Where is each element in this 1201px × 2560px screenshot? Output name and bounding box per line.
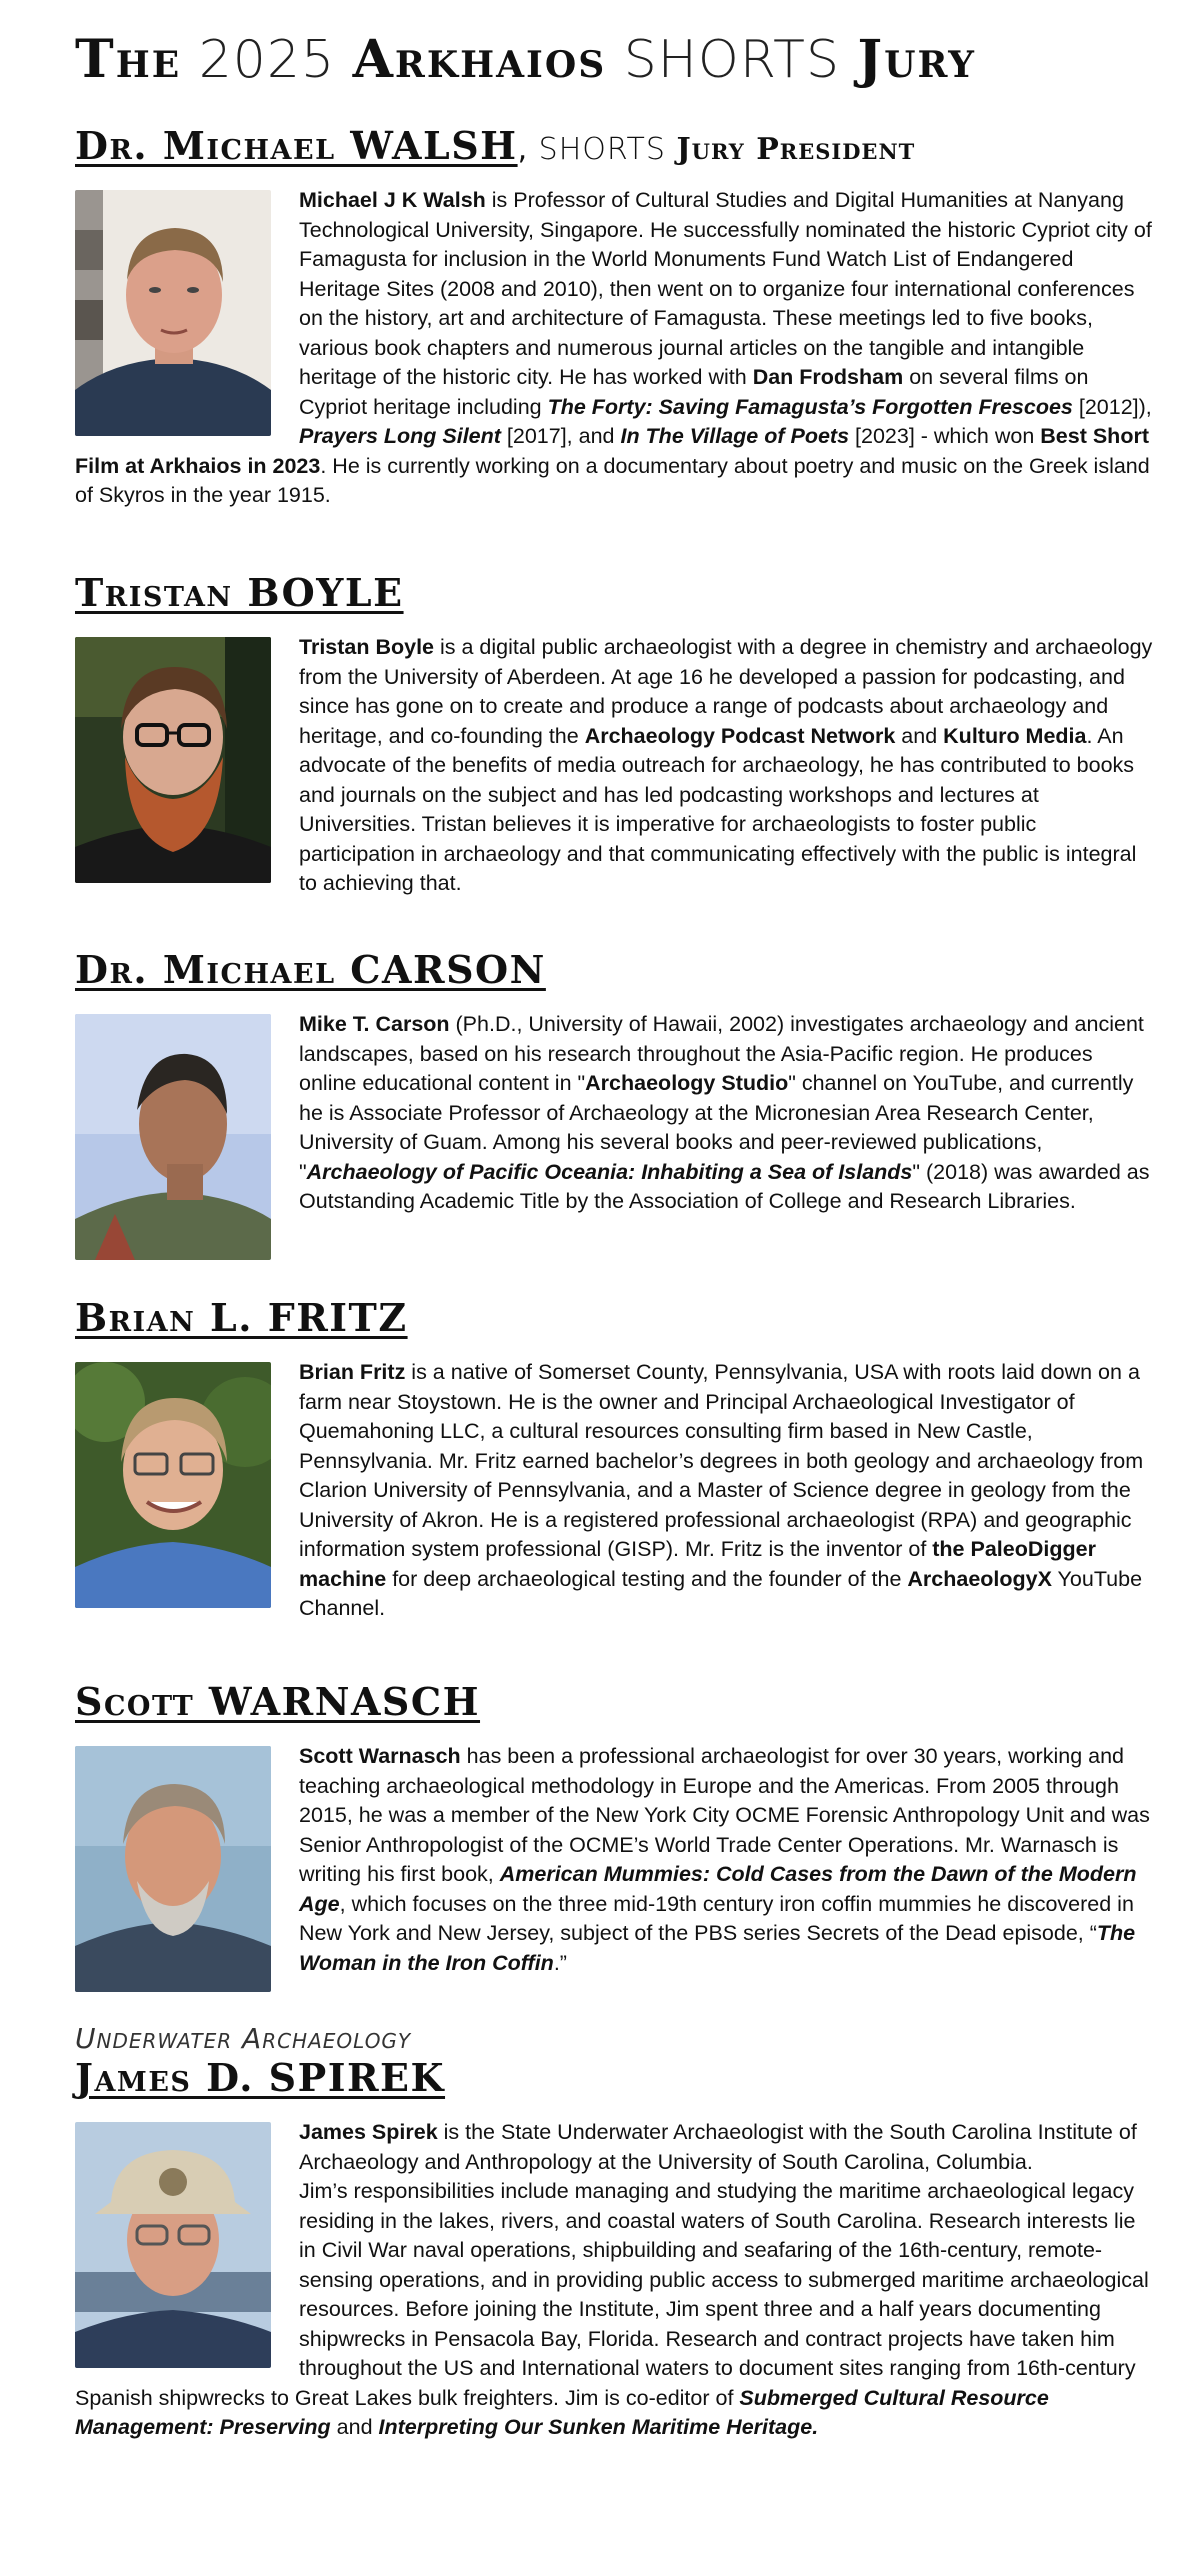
- juror-heading: [75, 1296, 1155, 1348]
- juror-heading: [75, 124, 1155, 176]
- juror-photo: [75, 1746, 271, 1992]
- juror-photo: [75, 2122, 271, 2368]
- juror-boyle: [75, 571, 1155, 899]
- title-year: 2025: [198, 30, 336, 90]
- juror-bio: James Spirek is the State Underwater Archaeologist with the South Carolina Institute of Archaeology and Anthropology at the University of South Carolina, Columbia. Jim’s responsibilities include managing and studying the maritime archaeological legacy residing in the lakes, rivers, and coastal waters of South Carolina. Research interests lie in Civil War naval operations, shipbuilding and seafaring of the 16th-century, remote-sensing operations, and in providing public access to submerged maritime archaeological resources. Before joining the Institute, Jim spent three and a half years documenting shipwrecks in Pensacola Bay, Florida. Research and contract projects have taken him throughout the US and International waters to document sites ranging from 16th-century Spanish shipwrecks to Great Lakes bulk freighters. Jim is co-editor of Submerged Cultural Resource Management: Preserving and Interpreting Our Sunken Maritime Heritage.: [75, 2120, 1149, 2439]
- juror-warnasch: [75, 1680, 1155, 1998]
- juror-photo: [75, 190, 271, 436]
- juror-bio: Brian Fritz is a native of Somerset County, Pennsylvania, USA with roots laid down on a farm near Stoystown. He is the owner and Principal Archaeological Investigator of Quemahoning LLC, a cultural resources consulting firm based in New Castle, Pennsylvania. Mr. Fritz earned bachelor’s degrees in both geology and archaeology from Clarion University of Pennsylvania, and a Master of Science degree in geology from the University of Akron. He is a registered professional archaeologist (RPA) and geographic information system professional (GISP). Mr. Fritz is the inventor of the PaleoDigger machine for deep archaeological testing and the founder of the ArchaeologyX YouTube Channel.: [299, 1360, 1144, 1620]
- juror-heading: [75, 2056, 1155, 2108]
- page-title: [75, 28, 976, 92]
- juror-heading: [75, 948, 1155, 1000]
- juror-bio: Scott Warnasch has been a professional archaeologist for over 30 years, working and teaching archaeological methodology in Europe and the Americas. From 2005 through 2015, he was a member of the New York City OCME Forensic Anthropology Unit and was Senior Anthropologist of the OCME’s World Trade Center Operations. Mr. Warnasch is writing his first book, American Mummies: Cold Cases from the Dawn of the Modern Age, which focuses on the three mid-19th century iron coffin mummies he discovered in New York and New Jersey, subject of the PBS series Secrets of the Dead episode, “The Woman in the Iron Coffin.”: [299, 1744, 1150, 1975]
- category-label: Underwater Archaeology: [75, 2022, 412, 2055]
- juror-photo: [75, 1362, 271, 1608]
- juror-bio: Mike T. Carson (Ph.D., University of Hawaii, 2002) investigates archaeology and ancient landscapes, based on his research throughout the Asia-Pacific region. He produces online educational content in "Archaeology Studio" channel on YouTube, and currently he is Associate Professor of Archaeology at the Micronesian Area Research Center, University of Guam. Among his several books and peer-reviewed publications, "Archaeology of Pacific Oceania: Inhabiting a Sea of Islands" (2018) was awarded as Outstanding Academic Title by the Association of College and Research Libraries.: [299, 1012, 1150, 1213]
- juror-name: Tristan BOYLE: [75, 570, 404, 615]
- juror-bio-block: [75, 1358, 1155, 1624]
- juror-heading: [75, 571, 1155, 623]
- juror-carson: [75, 948, 1155, 1266]
- juror-name: Scott WARNASCH: [75, 1679, 481, 1724]
- title-jury: Jury: [857, 29, 977, 90]
- juror-role: , SHORTS Jury President: [517, 132, 916, 167]
- juror-bio-block: [75, 186, 1155, 511]
- juror-bio-block: [75, 2118, 1155, 2443]
- juror-bio-block: [75, 633, 1155, 899]
- juror-spirek: [75, 2022, 1155, 2443]
- title-arkhaios: Arkhaios: [352, 29, 607, 90]
- juror-name: James D. SPIREK: [75, 2055, 446, 2100]
- juror-bio-block: [75, 1742, 1155, 1998]
- title-the: The: [75, 29, 182, 90]
- juror-name: Dr. Michael WALSH: [75, 123, 518, 168]
- juror-photo: [75, 637, 271, 883]
- juror-bio: Michael J K Walsh is Professor of Cultural Studies and Digital Humanities at Nanyang Technological University, Singapore. He successfully nominated the historic Cypriot city of Famagusta for inclusion in the World Monuments Fund Watch List of Endangered Heritage Sites (2008 and 2010), then went on to organize four international conferences on the history, art and architecture of Famagusta. These meetings led to five books, various book chapters and numerous journal articles on the tangible and intangible heritage of the historic city. He has worked with Dan Frodsham on several films on Cypriot heritage including The Forty: Saving Famagusta’s Forgotten Frescoes [2012]), Prayers Long Silent [2017], and In The Village of Poets [2023] - which won Best Short Film at Arkhaios in 2023. He is currently working on a documentary about poetry and music on the Greek island of Skyros in the year 1915.: [75, 188, 1152, 507]
- juror-name: Brian L. FRITZ: [75, 1295, 408, 1340]
- juror-name: Dr. Michael CARSON: [75, 947, 546, 992]
- juror-photo: [75, 1014, 271, 1260]
- juror-bio-block: [75, 1010, 1155, 1266]
- juror-bio: Tristan Boyle is a digital public archaeologist with a degree in chemistry and archaeology from the University of Aberdeen. At age 16 he developed a passion for podcasting, and since has gone on to create and produce a range of podcasts about archaeology and heritage, and co-founding the Archaeology Podcast Network and Kulturo Media. An advocate of the benefits of media outreach for archaeology, he has contributed to books and journals on the subject and has led podcasting workshops and lectures at Universities. Tristan believes it is imperative for archaeologists to foster public participation in archaeology and that communicating effectively with the public is integral to achieving that.: [299, 635, 1153, 895]
- title-shorts: SHORTS: [623, 30, 840, 90]
- juror-heading: [75, 1680, 1155, 1732]
- juror-fritz: [75, 1296, 1155, 1624]
- juror-walsh: [75, 124, 1155, 511]
